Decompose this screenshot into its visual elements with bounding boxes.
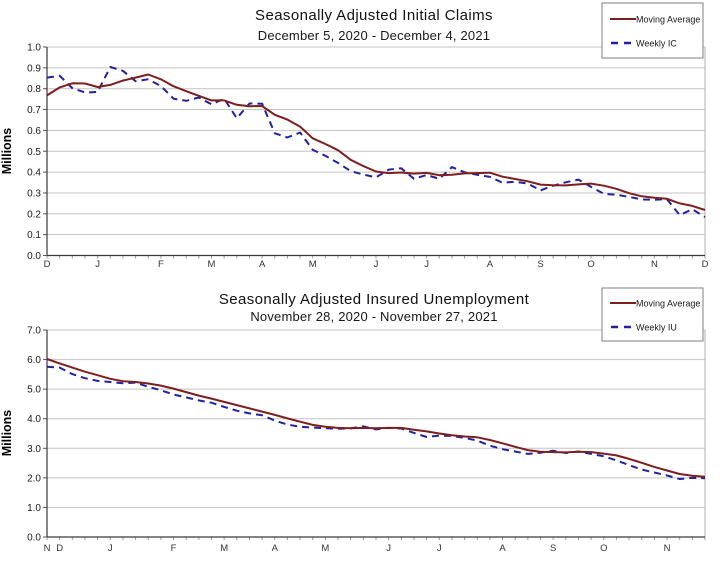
month-label: D <box>56 543 64 554</box>
month-label: A <box>271 543 278 554</box>
month-label: O <box>587 259 595 270</box>
legend <box>602 3 703 58</box>
y-tick-label: 0.4 <box>27 167 41 179</box>
chart-title: Seasonally Adjusted Initial Claims <box>255 7 493 24</box>
y-tick-label: 0.8 <box>27 84 41 96</box>
y-axis-title: Millions <box>0 409 14 457</box>
month-label: J <box>107 543 113 554</box>
month-label: J <box>95 259 100 270</box>
plot-area <box>27 43 708 271</box>
series-line-moving-average <box>47 75 705 211</box>
y-tick-label: 0.0 <box>27 251 41 262</box>
insured-unemployment-chart <box>0 285 725 571</box>
month-label: A <box>258 259 266 270</box>
month-label: N <box>663 543 671 554</box>
y-tick-label: 6.0 <box>27 355 41 367</box>
month-label: A <box>486 259 494 270</box>
month-label: O <box>600 543 608 554</box>
month-label: N <box>650 259 658 270</box>
series-line-weekly-ic <box>47 67 705 217</box>
y-tick-label: 5.0 <box>27 384 41 396</box>
y-tick-label: 0.2 <box>27 209 41 221</box>
series-line-moving-average <box>47 359 705 477</box>
y-tick-label: 7.0 <box>27 325 41 337</box>
month-label: F <box>157 259 164 270</box>
month-label: M <box>308 259 317 270</box>
y-tick-label: 0.0 <box>27 532 41 544</box>
y-tick-label: 0.7 <box>27 105 41 117</box>
y-tick-label: 1.0 <box>27 42 41 54</box>
legend-box <box>602 3 703 58</box>
y-tick-label: 0.5 <box>27 146 41 158</box>
month-label: M <box>220 543 229 554</box>
y-tick-label: 3.0 <box>27 443 41 455</box>
month-label: F <box>170 543 177 554</box>
legend-label-weekly-ic: Weekly IC <box>636 38 677 49</box>
month-label: M <box>207 259 216 270</box>
month-label: J <box>436 543 442 554</box>
month-label: J <box>424 259 429 270</box>
y-tick-label: 0.1 <box>27 230 41 242</box>
chart-subtitle: December 5, 2020 - December 4, 2021 <box>257 28 491 43</box>
month-label: J <box>373 259 379 270</box>
chart-subtitle: November 28, 2020 - November 27, 2021 <box>250 309 498 324</box>
legend-label-weekly-iu: Weekly IU <box>636 322 677 333</box>
legend-label-moving-average: Moving Average <box>636 298 701 309</box>
month-label: D <box>701 259 709 270</box>
month-label: M <box>321 543 330 554</box>
y-tick-label: 1.0 <box>27 502 41 514</box>
y-tick-label: 2.0 <box>27 473 41 485</box>
y-tick-label: 0.3 <box>27 188 41 200</box>
legend <box>602 288 703 341</box>
insured-unemployment-chart-block <box>0 285 725 571</box>
chart-title: Seasonally Adjusted Insured Unemployment <box>218 291 530 308</box>
y-tick-label: 0.9 <box>27 63 41 75</box>
legend-box <box>602 288 703 341</box>
y-tick-label: 4.0 <box>27 414 41 426</box>
y-axis-title: Millions <box>0 127 14 175</box>
month-label: N <box>43 543 51 554</box>
month-label: D <box>43 259 51 270</box>
month-label: S <box>537 259 544 270</box>
initial-claims-chart-block <box>0 0 725 285</box>
y-tick-label: 0.6 <box>27 125 41 137</box>
month-label: S <box>549 543 557 554</box>
month-label: J <box>386 543 392 554</box>
month-label: A <box>499 543 506 554</box>
plot-area <box>27 326 705 555</box>
legend-label-moving-average: Moving Average <box>636 14 701 25</box>
initial-claims-chart <box>0 0 725 285</box>
